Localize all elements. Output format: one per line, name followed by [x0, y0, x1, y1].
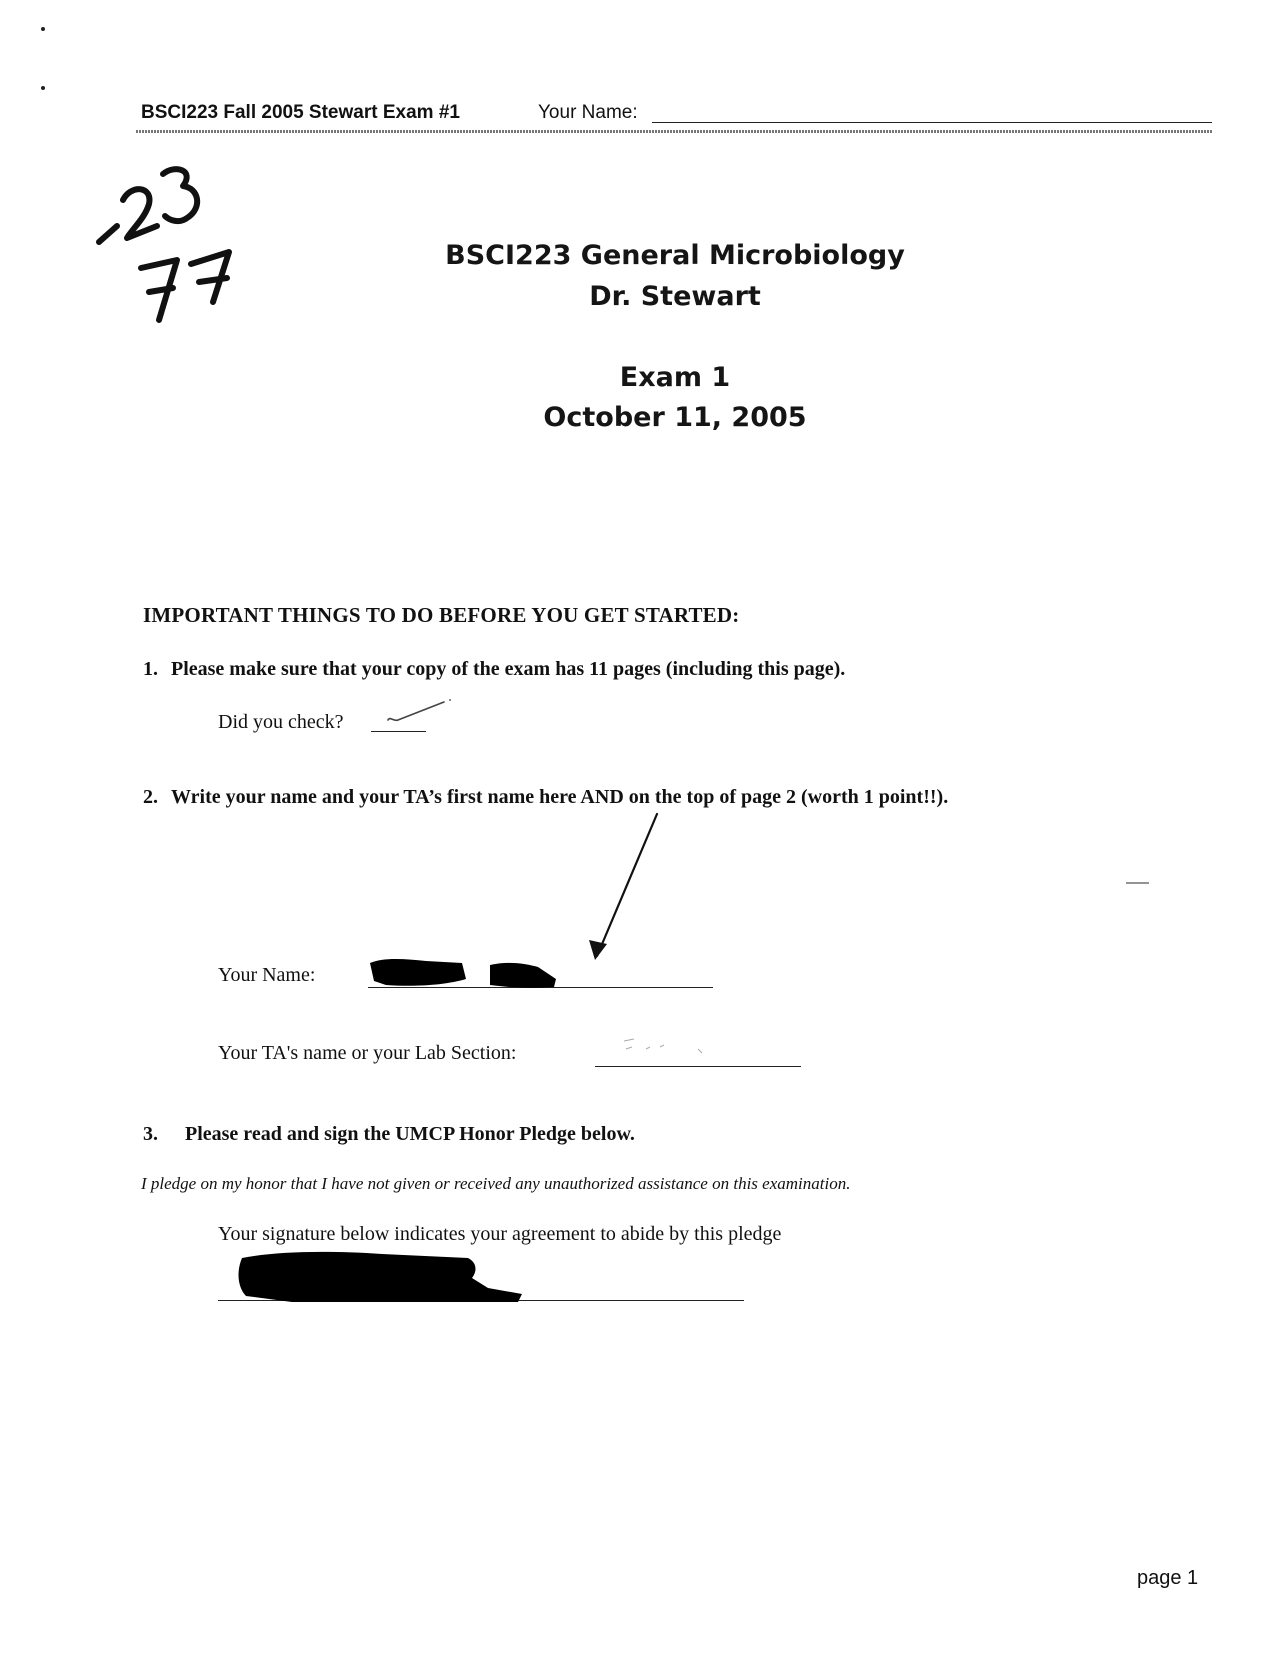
instructor-name: Dr. Stewart [589, 281, 761, 312]
header-course-exam: BSCI223 Fall 2005 Stewart Exam #1 [141, 102, 460, 123]
course-title: BSCI223 General Microbiology [445, 240, 905, 271]
signature-redaction [232, 1248, 532, 1304]
instruction-text: Please make sure that your copy of the exam has 11 pages (including this page). [171, 658, 846, 680]
check-prompt: Did you check? [218, 711, 344, 733]
margin-mark [1125, 880, 1155, 886]
instruction-number: 2. [143, 786, 158, 808]
exam-title: Exam 1 [619, 362, 731, 393]
instruction-item-3 [143, 1123, 635, 1146]
instruction-number: 3. [143, 1123, 158, 1145]
ta-faint-writing [620, 1035, 710, 1057]
honor-pledge-text: I pledge on my honor that I have not given or received any unauthorized assistance on this examination. [141, 1174, 851, 1193]
instruction-text: Write your name and your TA’s first name here AND on the top of page 2 (worth 1 point!!). [171, 786, 949, 808]
name-redaction [366, 955, 566, 991]
signature-prompt: Your signature below indicates your agreement to abide by this pledge [218, 1223, 782, 1245]
name-field-label: Your Name: [218, 964, 316, 986]
instruction-item-2 [143, 786, 948, 809]
exam-date: October 11, 2005 [543, 402, 807, 433]
header-name-underline [652, 122, 1212, 123]
header-divider [136, 130, 1212, 133]
header-name-label: Your Name: [538, 102, 638, 123]
instruction-text: Please read and sign the UMCP Honor Pledge below. [185, 1123, 635, 1145]
page-number: page 1 [1137, 1567, 1199, 1589]
arrow-icon [585, 812, 665, 962]
ta-field-label: Your TA's name or your Lab Section: [218, 1042, 517, 1064]
ta-field-line[interactable] [595, 1066, 801, 1067]
checkmark-icon [384, 698, 454, 732]
instructions-heading: IMPORTANT THINGS TO DO BEFORE YOU GET STARTED: [143, 603, 740, 627]
instruction-number: 1. [143, 658, 158, 680]
instruction-item-1 [143, 658, 845, 681]
scan-speck [40, 26, 46, 96]
